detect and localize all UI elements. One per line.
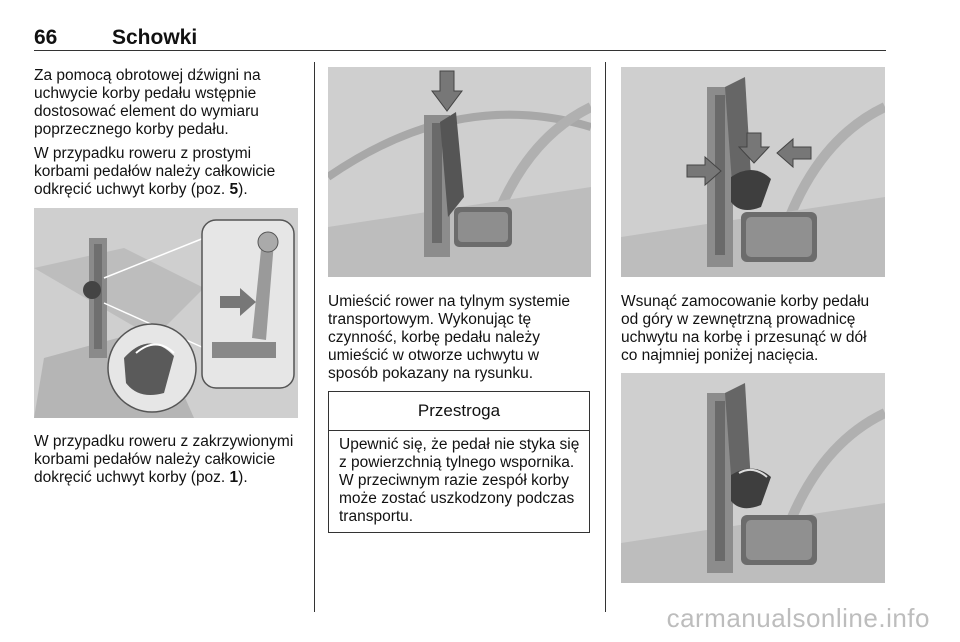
column-divider-1 bbox=[314, 62, 315, 612]
col1-paragraph-1: Za pomocą obrotowej dźwigni na uchwycie korby pedału wstępnie dostosować element do wymiaru poprzecznego korby pedału. bbox=[34, 67, 261, 138]
page-number: 66 bbox=[34, 26, 58, 49]
caution-box bbox=[328, 391, 590, 533]
item-number: 5 bbox=[229, 181, 239, 198]
watermark: carmanualsonline.info bbox=[666, 603, 930, 633]
illustration-crank-holder bbox=[34, 208, 298, 418]
illustration-crank-mount-lowered bbox=[621, 373, 885, 583]
illustration-pedal-placement bbox=[328, 67, 591, 277]
section-title: Schowki bbox=[112, 26, 198, 49]
illustration-crank-mount-insert bbox=[621, 67, 885, 277]
col1-paragraph-2: W przypadku roweru z prostymi korbami pedałów należy całkowicie odkręcić uchwyt korby (poz. 5). bbox=[34, 145, 276, 198]
caution-body: Upewnić się, że pedał nie styka się z powierzchnią tylnego wspornika. W przeciwnym razie zespół korby może zostać uszkodzony podczas transportu. bbox=[339, 436, 580, 525]
col1-paragraph-3: W przypadku roweru z zakrzywionymi korbami pedałów należy całkowicie dokręcić uchwyt korby (poz. 1). bbox=[34, 433, 294, 486]
item-number: 1 bbox=[229, 469, 239, 486]
page-header bbox=[34, 26, 886, 52]
col3-paragraph-1: Wsunąć zamocowanie korby pedału od góry w zewnętrzną prowadnicę uchwytu na korbę i przesunąć w dół co najmniej poniżej nacięcia. bbox=[621, 293, 870, 364]
header-rule bbox=[34, 50, 886, 51]
column-divider-2 bbox=[605, 62, 606, 612]
col2-paragraph-1: Umieścić rower na tylnym systemie transportowym. Wykonując tę czynność, korbę pedału należy umieścić w otworze uchwytu w sposób pokazany na rysunku. bbox=[328, 293, 571, 382]
caution-title: Przestroga bbox=[329, 392, 589, 431]
